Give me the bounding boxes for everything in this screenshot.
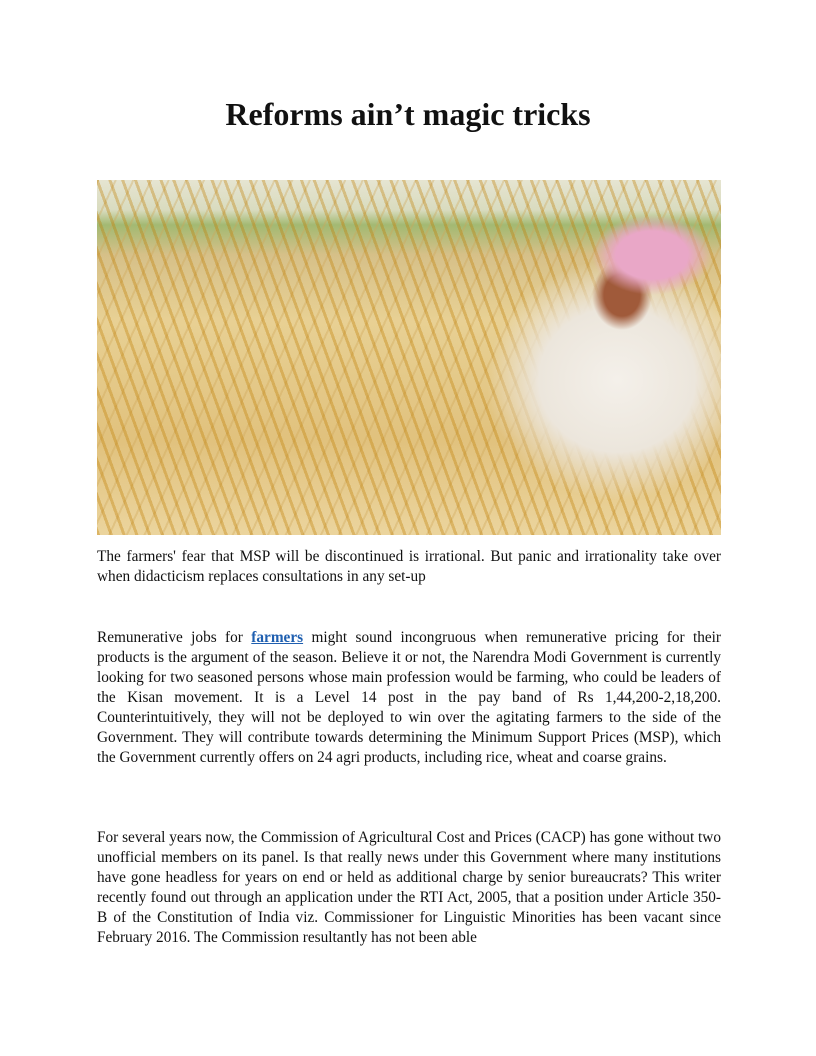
article-paragraph-2: For several years now, the Commission of Agricultural Cost and Prices (CACP) has gone without two unofficial members on its panel. Is that really news under this Government where many institutions have gone headless for years on end or held as additional charge by senior bureaucrats? This writer recently found out through an application under the RTI Act, 2005, that a position under Article 350-B of the Constitution of India viz. Commissioner for Linguistic Minorities has been vacant since February 2016. The Commission resultantly has not been able <box>97 829 721 946</box>
article-paragraph-1 <box>97 628 721 768</box>
paragraph-text: might sound incongruous when remunerative pricing for their products is the argument of the season. Believe it or not, the Narendra Modi Government is currently looking for two seasoned persons whose main profession would be farming, who could be leaders of the Kisan movement. It is a Level 14 post in the pay band of Rs 1,44,200-2,18,200. Counterintuitively, they will not be deployed to win over the agitating farmers to the side of the Government. They will contribute towards determining the Minimum Support Prices (MSP), which the Government currently offers on 24 agri products, including rice, wheat and coarse grains. <box>97 629 722 766</box>
farmers-link[interactable]: farmers <box>251 629 304 646</box>
photo-caption: The farmers' fear that MSP will be discontinued is irrational. But panic and irrationality take over when didacticism replaces consultations in any set-up <box>97 548 721 585</box>
paragraph-text: Remunerative jobs for <box>97 629 252 646</box>
wheat-field-farmer-photo <box>97 180 721 535</box>
article-title: Reforms ain’t magic tricks <box>225 96 591 132</box>
